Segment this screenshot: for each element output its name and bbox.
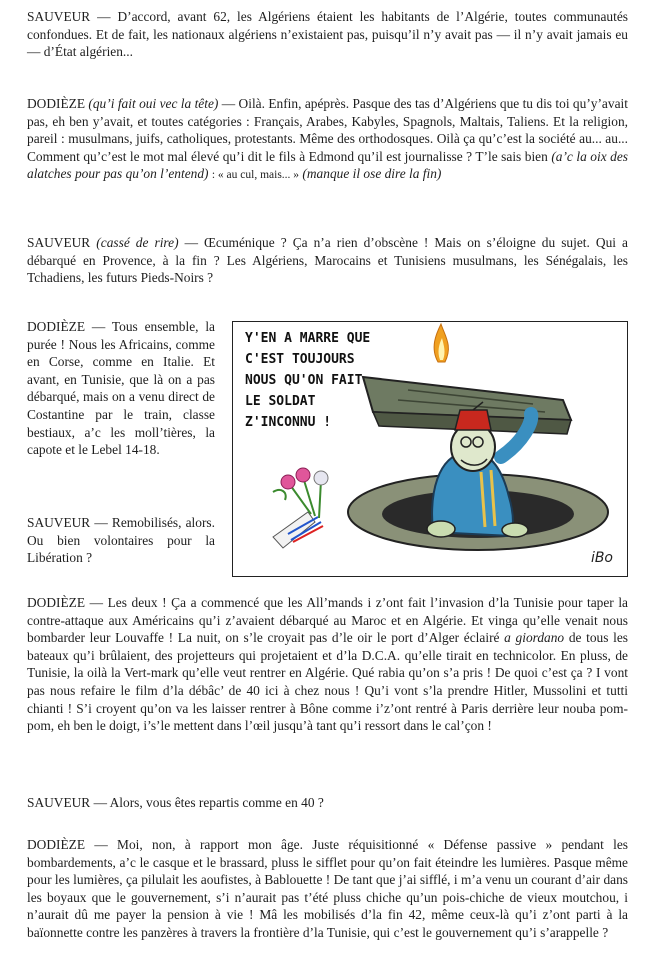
speaker-name: SAUVEUR (27, 9, 91, 24)
speaker-name: SAUVEUR (27, 235, 91, 250)
cartoon-illustration (232, 321, 628, 577)
paragraph-text: Œcuménique ? Ça n’a rien d’obscène ! Mais on s’éloigne du sujet. Qui a débarqué en Provence, à la fin ? Les Algériens, Marocains et Tunisiens musulmans, les Sénégalais, les Tchadiens, les futurs Pieds-Noirs ? (27, 235, 628, 286)
paragraph-text: Moi, non, à rapport mon âge. Juste réquisitionné « Défense passive » pendant les bombardements, a’c le casque et le brassard, pluss le sifflet pour qu’on fait éteindre les lumières. Pasque même pour les lumières, ça pilulait les aoufistes, à Bablouette ! De tant que j’ai sifflé, i m’a venu un courant d’air dans les boyaux que le gouvernement, s’i n’aurait pas t’été pluss chiche qu’un pois-chiche de vieux moutchou, i n’aurait dû me payer la pension à vie ! Mâ les mobilisés d’la fin 42, même ceux-là qu’i z’ont parti à la baïonnette contre les panzères à travers la frontière d’la Tunisie, qui c’est le gouvernement qu’i s’arappelle ? (27, 837, 629, 940)
paragraph-text: Les deux ! Ça a commencé que les All’mands i z’ont fait l’invasion d’la Tunisie pour taper la contre-attaque aux Américains qu’i z’avaient débarqué au Maroc et en Algérie. Et vinga qu’elle venait nous bombarder leur Louvaffe ! La nuit, on s’le croyait pas d’le oir le port d’Alger éclairé (27, 595, 628, 646)
italic-term: a giordano (504, 630, 565, 646)
stage-direction: (manque il ose dire la fin) (302, 166, 442, 182)
speaker-name: DODIÈZE (27, 96, 86, 111)
paragraph-8: DODIÈZE — Moi, non, à rapport mon âge. Juste réquisitionné « Défense passive » pendant les bombardements, a’c le casque et le brassard, pluss le sifflet pour qu’on fait éteindre les lumières. Pasque même pour les lumières, ça pilulait les aoufistes, à Bablouette ! De tant que j’ai sifflé, i m’a venu un courant d’air dans les boyaux que le gouvernement, s’i n’aurait pas t’été pluss chiche qu’un pois-chiche de vieux moutchou, i n’aurait dû me payer la pension à vie ! Mâ les mobilisés d’la fin 42, même ceux-là qu’i z’ont parti à la baïonnette contre les panzères à travers la frontière d’la Tunisie, qui c’est le gouvernement qu’i s’arappelle ? (27, 837, 629, 940)
paragraph-6: DODIÈZE — Les deux ! Ça a commencé que les All’mands i z’ont fait l’invasion d’la Tunisie pour taper la contre-attaque aux Américains qu’i z’avaient débarqué au Maroc et en Algérie. Et vinga qu’elle venait nous bombarder leur Louvaffe ! La nuit, on s’le croyait pas d’le oir le port d’Alger éclairé a giordano de tous les bateaux qu’i brûlaient, des projetteurs qui projetaient et d’la D.C.A. qu’elle tirait en technicolor. En pluss, de Tunisie, la oilà la Vert-mark qu’elle veut rentrer en Algérie. Qué rabia qu’on s’a pris ! De quoi c’est ça ? I vont pas nous refaire le film d’la débâc’ de 40 ici à chez nous ! Qu’i vont s’la prendre Hitler, Mussolini et tutti chianti ! S’i croyent qu’on va les laisser rentrer à Bône comme i’z’ont rentré à Paris derrière leur nouba pom-pom, eh ben le doigt, i’s’le mettent dans l’œil jusqu’à tant qu’i ressort dans le cal’çon ! (27, 595, 628, 734)
speaker-name: SAUVEUR (27, 515, 91, 530)
paragraph-3: SAUVEUR (cassé de rire) — Œcuménique ? Ça n’a rien d’obscène ! Mais on s’éloigne du sujet. Qui a débarqué en Provence, à la fin ? Les Algériens, Marocains et Tunisiens musulmans, les Sénégalais, les Tchadiens, les futurs Pieds-Noirs ? (27, 235, 628, 286)
paragraph-text: Remobilisés, alors. Ou bien volontaires pour la Libération ? (27, 515, 215, 566)
paragraph-5: SAUVEUR — Remobilisés, alors. Ou bien volontaires pour la Libération ? (27, 515, 215, 566)
paragraph-1: SAUVEUR — D’accord, avant 62, les Algériens étaient les habitants de l’Algérie, toutes communautés confondues. Et de fait, les nationaux algériens n’existaient pas, puisqu’il n’y avait pas — il n’y avait jamais eu — d’État algérien... (27, 9, 628, 60)
paragraph-7: SAUVEUR — Alors, vous êtes repartis comme en 40 ? (27, 795, 324, 810)
fez-icon (455, 410, 491, 430)
stage-direction: (cassé de rire) (96, 235, 179, 250)
paragraph-text: D’accord, avant 62, les Algériens étaient les habitants de l’Algérie, toutes communautés confondues. Et de fait, les nationaux algériens n’existaient pas, puisqu’il n’y avait pas — il n’y avait jamais eu — d’État algérien... (27, 9, 628, 60)
stage-direction: (qu’i fait oui vec la tête) (88, 96, 219, 111)
paragraph-4: DODIÈZE — Tous ensemble, la purée ! Nous les Africains, comme en Corse, comme en Italie. Et avant, en Tunisie, que là on a pas débarqué, mais on a venu direct de Costantine par le train, classe bestiaux, a’c les moll’tières, la capote et le Lebel 14-18. (27, 319, 215, 458)
speaker-name: DODIÈZE (27, 837, 86, 852)
paragraph-2: DODIÈZE (qu’i fait oui vec la tête) — Oilà. Enfin, apéprès. Pasque des tas d’Algériens que tu dis toi qu’y’avait pas, eh ben y’avait, et toutes catégories : Français, Arabes, Kabyles, Spagnols, Maltais, Taliens. Et la religion, pareil : musulmans, juifs, catholiques, protestants. Même des orthodosques. Oilà ça qu’c’est la société au... au... Comment qu’c’est le mot mal élevé qu’i dit le fils à Edmond qu’il est journalisse ? T’le sais bien (a’c la oix des alatches pour pas qu’on l’entend) : « au cul, mais... » (manque il ose dire la fin) (27, 96, 628, 182)
speaker-name: SAUVEUR (27, 795, 91, 810)
paragraph-text: Tous ensemble, la purée ! Nous les Africains, comme en Corse, comme en Italie. Et avant, en Tunisie, que là on a pas débarqué, mais on a venu direct de Costantine par le train, classe bestiaux, a’c les moll’tières, la capote et le Lebel 14-18. (27, 319, 215, 458)
speech-bubble: Y'EN A MARRE QUE C'EST TOUJOURS NOUS QU'ON FAIT LE SOLDAT Z'INCONNU ! (245, 331, 371, 430)
paragraph-text: de tous les bateaux qu’i brûlaient, des projetteurs qui projetaient et d’la D.C.A. qu’elle tirait en technicolor. En pluss, de Tunisie, la oilà la Vert-mark qu’elle veut rentrer en Algérie. Qué rabia qu’on s’a pris ! De quoi c’est ça ? I vont pas nous refaire le film d’la débâc’ de 40 ici à chez nous ! Qu’i vont s’la prendre Hitler, Mussolini et tutti chianti ! S’i croyent qu’on va les laisser rentrer à Bône comme i’z’ont rentré à Paris derrière leur nouba pom-pom, eh ben le doigt, i’s’le mettent dans l’œil jusqu’à tant qu’i ressort dans le cal’çon ! (27, 630, 628, 734)
paragraph-text: Alors, vous êtes repartis comme en 40 ? (109, 795, 324, 810)
speaker-name: DODIÈZE (27, 319, 86, 334)
artist-signature: iBo (590, 550, 613, 567)
paragraph-text: : « au cul, mais... » (211, 169, 300, 182)
speaker-name: DODIÈZE (27, 595, 86, 610)
stage-direction: (a’c la oix des alatches pour pas qu’on l’entend) (27, 148, 628, 182)
paragraph-text: Oilà. Enfin, apéprès. Pasque des tas d’Algériens que tu dis toi qu’y’avait pas, eh ben y’avait, et toutes catégories : Français, Arabes, Kabyles, Spagnols, Maltais, Taliens. Et la religion, pareil : musulmans, juifs, catholiques, protestants. Même des orthodosques. Oilà ça qu’c’est la société au... au... Comment qu’c’est le mot mal élevé qu’i dit le fils à Edmond qu’il est journalisse ? T’le sais bien (27, 96, 628, 164)
